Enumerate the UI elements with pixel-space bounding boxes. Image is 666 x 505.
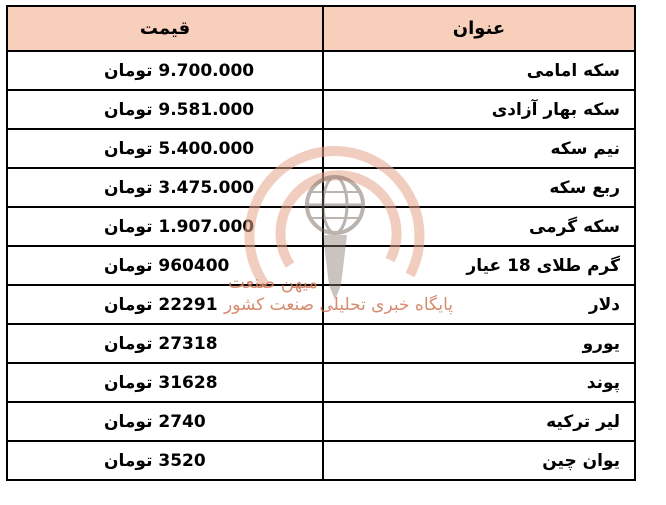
column-header-title: عنوان [323, 6, 635, 51]
table-row [7, 51, 635, 90]
table-row [7, 363, 635, 402]
title-cell: ربع سکه [323, 168, 635, 207]
table-row [7, 402, 635, 441]
price-cell: 9.581.000 تومان [7, 90, 323, 129]
price-cell: 960400 تومان [7, 246, 323, 285]
title-cell: یوان چین [323, 441, 635, 480]
price-cell: 31628 تومان [7, 363, 323, 402]
table-row [7, 246, 635, 285]
table-row [7, 90, 635, 129]
title-cell: دلار [323, 285, 635, 324]
title-cell: سکه گرمی [323, 207, 635, 246]
price-cell: 3.475.000 تومان [7, 168, 323, 207]
price-cell: 2740 تومان [7, 402, 323, 441]
price-cell: 9.700.000 تومان [7, 51, 323, 90]
price-cell: 5.400.000 تومان [7, 129, 323, 168]
title-cell: نیم سکه [323, 129, 635, 168]
table-row [7, 207, 635, 246]
price-table [6, 5, 636, 481]
watermark-brand: میهن صنعت [228, 272, 318, 293]
watermark-tagline: پایگاه خبری تحلیلی صنعت کشور [224, 295, 454, 315]
table-row [7, 324, 635, 363]
table-row [7, 441, 635, 480]
table-row [7, 168, 635, 207]
title-cell: پوند [323, 363, 635, 402]
price-cell: 27318 تومان [7, 324, 323, 363]
title-cell: لیر ترکیه [323, 402, 635, 441]
price-cell: 22291 تومان [7, 285, 323, 324]
title-cell: سکه بهار آزادی [323, 90, 635, 129]
price-cell: 3520 تومان [7, 441, 323, 480]
price-cell: 1.907.000 تومان [7, 207, 323, 246]
column-header-price: قیمت [7, 6, 323, 51]
title-cell: سکه امامی [323, 51, 635, 90]
table-row [7, 129, 635, 168]
title-cell: یورو [323, 324, 635, 363]
header-row [7, 6, 635, 51]
table-row [7, 285, 635, 324]
title-cell: گرم طلای 18 عیار [323, 246, 635, 285]
